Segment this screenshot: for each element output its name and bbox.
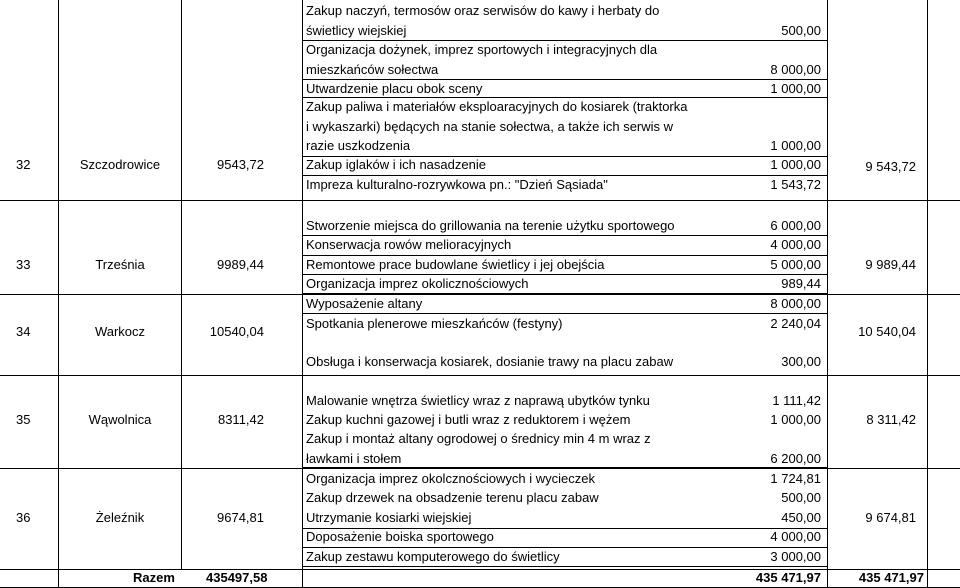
task-value: 3 000,00: [770, 549, 821, 564]
task-separator: [302, 97, 827, 98]
row-number: 33: [16, 257, 31, 272]
village-amount: 9674,81: [217, 510, 264, 525]
task-line: Remontowe prace budowlane świetlicy i jej obejścia: [306, 257, 605, 272]
task-line: Organizacja imprez okolcznościowych i wycieczek: [306, 471, 595, 486]
task-value: 1 543,72: [770, 177, 821, 192]
row-number: 36: [16, 510, 31, 525]
task-value: 989,44: [781, 276, 821, 291]
village-amount: 10540,04: [209, 324, 264, 339]
village-name: Żeleźnik: [95, 510, 145, 525]
task-line: Malowanie wnętrza świetlicy wraz z naprawą ubytków tynku: [306, 393, 650, 408]
footer-tasks-total: 435 471,97: [755, 570, 821, 585]
task-value: 300,00: [781, 354, 821, 369]
task-separator: [302, 255, 827, 256]
task-value: 4 000,00: [770, 237, 821, 252]
task-line: Impreza kulturalno-rozrywkowa pn.: "Dzień Sąsiada": [306, 177, 608, 192]
task-line: Utwardzenie placu obok sceny: [306, 81, 483, 96]
village-total: 8 311,42: [866, 412, 916, 427]
task-line: Obsługa i konserwacja kosiarek, dosianie trawy na placu zabaw: [306, 354, 674, 369]
row-number: 34: [16, 324, 31, 339]
task-separator: [302, 566, 827, 567]
task-value: 6 000,00: [770, 218, 821, 233]
task-line: Doposażenie boiska sportowego: [306, 529, 494, 544]
task-line: Wyposażenie altany: [306, 296, 423, 311]
row-number: 35: [16, 412, 31, 427]
village-total: 9 989,44: [865, 257, 916, 272]
task-separator: [302, 79, 827, 80]
village-name: Szczodrowice: [79, 157, 161, 172]
task-line: Zakup i montaż altany ogrodowej o średnicy min 4 m wraz z: [306, 431, 651, 446]
village-amount: 9543,72: [217, 157, 264, 172]
task-separator: [302, 547, 827, 548]
task-line: Zakup iglaków i ich nasadzenie: [306, 157, 486, 172]
task-value: 1 111,42: [772, 393, 821, 408]
task-value: 5 000,00: [770, 257, 821, 272]
task-line: Zakup paliwa i materiałów eksploaracyjnych do kosiarek (traktorka: [306, 99, 688, 114]
village-name: Trześnia: [95, 257, 145, 272]
task-separator: [302, 40, 827, 41]
row-separator: [0, 375, 960, 376]
task-line: świetlicy wiejskiej: [306, 23, 407, 38]
task-value: 8 000,00: [770, 296, 821, 311]
task-line: Zakup naczyń, termosów oraz serwisów do kawy i herbaty do: [306, 3, 660, 18]
task-line: Zakup zestawu komputerowego do świetlicy: [306, 549, 560, 564]
task-line: mieszkańców sołectwa: [306, 62, 439, 77]
task-value: 500,00: [781, 490, 821, 505]
task-value: 1 000,00: [770, 412, 821, 427]
row-separator: [0, 200, 960, 201]
footer-grand-total: 435 471,97: [858, 570, 924, 585]
task-value: 1 724,81: [770, 471, 821, 486]
task-value: 8 000,00: [770, 62, 821, 77]
task-separator: [302, 175, 827, 176]
task-value: 500,00: [781, 23, 821, 38]
village-total: 10 540,04: [858, 324, 916, 339]
task-line: Zakup drzewek na obsadzenie terenu placu zabaw: [306, 490, 599, 505]
task-line: ławkami i stołem: [306, 451, 402, 466]
task-line: i wykaszarki) będących na stanie sołectwa, a także ich serwis w: [306, 119, 674, 134]
task-value: 6 200,00: [770, 451, 821, 466]
row-separator: [0, 294, 960, 295]
task-line: Stworzenie miejsca do grillowania na terenie użytku sportowego: [306, 218, 675, 233]
task-value: 2 240,04: [770, 316, 821, 331]
village-total: 9 543,72: [865, 159, 916, 174]
task-value: 1 000,00: [770, 81, 821, 96]
village-total: 9 674,81: [865, 510, 916, 525]
grid-line: [181, 0, 182, 570]
task-line: Organizacja dożynek, imprez sportowych i integracyjnych dla: [306, 42, 658, 57]
village-name: Wąwolnica: [88, 412, 152, 427]
village-amount: 8311,42: [217, 412, 264, 427]
task-separator: [302, 467, 827, 468]
task-separator: [302, 293, 827, 294]
task-value: 450,00: [781, 510, 821, 525]
task-line: Zakup kuchni gazowej i butli wraz z reduktorem i wężem: [306, 412, 631, 427]
village-amount: 9989,44: [217, 257, 264, 272]
footer-label: Razem: [133, 570, 175, 585]
row-separator: [0, 468, 960, 469]
village-name: Warkocz: [94, 324, 146, 339]
task-separator: [302, 274, 827, 275]
footer-amount: 435497,58: [206, 570, 268, 585]
task-line: razie uszkodzenia: [306, 138, 411, 153]
task-line: Utrzymanie kosiarki wiejskiej: [306, 510, 472, 525]
task-value: 4 000,00: [770, 529, 821, 544]
task-line: Konserwacja rowów melioracyjnych: [306, 237, 512, 252]
task-line: Spotkania plenerowe mieszkańców (festyny): [306, 316, 563, 331]
row-number: 32: [16, 157, 31, 172]
task-value: 1 000,00: [770, 157, 821, 172]
task-separator: [302, 235, 827, 236]
task-separator: [302, 313, 827, 314]
task-value: 1 000,00: [770, 138, 821, 153]
task-line: Organizacja imprez okolicznościowych: [306, 276, 529, 291]
